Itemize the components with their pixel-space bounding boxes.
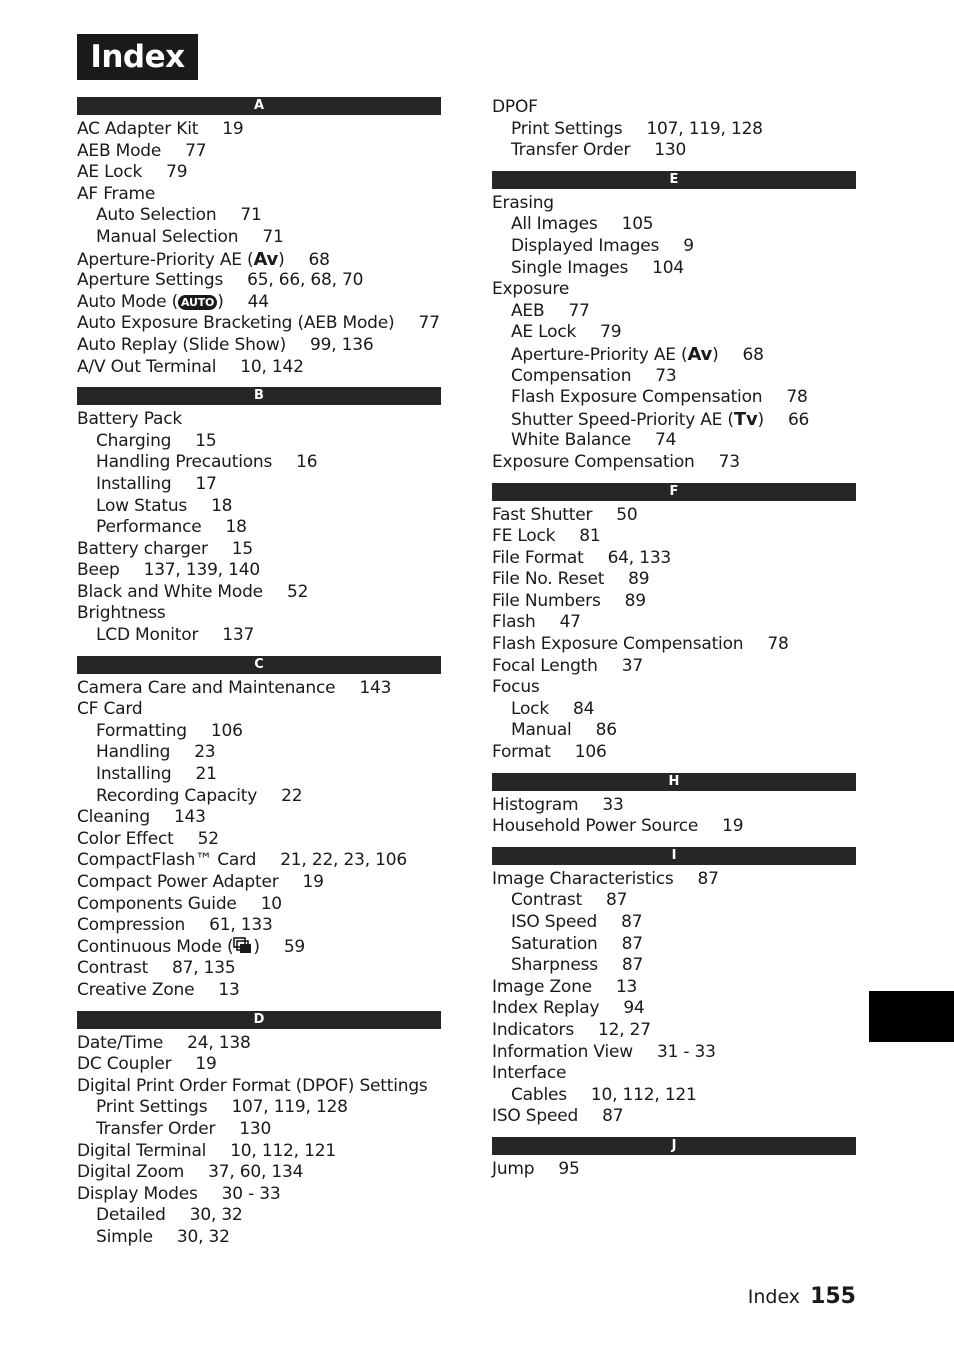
entry-pages: 16: [296, 452, 318, 473]
entry-term: Sharpness: [511, 955, 598, 976]
entry-pages: 106: [574, 742, 607, 763]
entry-term: Image Characteristics: [492, 868, 674, 889]
entry-pages: 37: [621, 655, 643, 676]
entry-term: Manual: [511, 720, 572, 741]
entry-term: Recording Capacity: [96, 785, 258, 806]
entry-term: Handling: [96, 742, 171, 763]
entry-pages: 21: [195, 764, 217, 785]
entry-term: Aperture-Priority AE (: [511, 344, 688, 365]
entry-term: Contrast: [77, 958, 149, 979]
index-entry-list: [77, 674, 441, 1002]
entry-term: DC Coupler: [77, 1054, 172, 1075]
entry-pages: 47: [559, 612, 581, 633]
index-subentry: [492, 934, 856, 956]
entry-pages: 12, 27: [597, 1019, 651, 1040]
entry-pages: 15: [195, 430, 217, 451]
entry-term: File Numbers: [492, 590, 601, 611]
entry-pages: 89: [624, 590, 646, 611]
index-subentry: [492, 119, 856, 141]
index-entry: [77, 872, 441, 894]
entry-term: Auto Replay (Slide Show): [77, 334, 287, 355]
section-header-c: C: [77, 656, 441, 674]
entry-term-suffix: ): [217, 291, 224, 312]
index-entry: [492, 1106, 856, 1128]
section-header-h: H: [492, 773, 856, 791]
index-entry: [77, 582, 441, 604]
entry-term: Interface: [492, 1063, 567, 1084]
section-header-a: A: [77, 97, 441, 115]
entry-pages: 87: [606, 890, 628, 911]
entry-term: Cables: [511, 1084, 567, 1105]
index-subentry: [77, 721, 441, 743]
entry-term: Creative Zone: [77, 979, 195, 1000]
entry-pages: 18: [211, 495, 233, 516]
entry-term: Transfer Order: [511, 140, 631, 161]
index-subentry: [492, 409, 856, 431]
entry-term: Battery charger: [77, 538, 208, 559]
entry-pages: 21, 22, 23, 106: [280, 850, 407, 871]
index-entry: [77, 958, 441, 980]
entry-pages: 10, 142: [240, 356, 304, 377]
index-entry: [77, 829, 441, 851]
index-subentry: [77, 474, 441, 496]
entry-term: Charging: [96, 430, 172, 451]
entry-term: Indicators: [492, 1019, 574, 1040]
entry-pages: 66: [787, 409, 810, 430]
entry-pages: 137: [222, 625, 255, 646]
entry-term: Transfer Order: [96, 1118, 216, 1139]
entry-pages: 73: [718, 451, 740, 472]
entry-term: FE Lock: [492, 526, 556, 547]
entry-pages: 87: [621, 933, 643, 954]
index-column-left: [77, 97, 441, 1249]
entry-pages: 99, 136: [310, 334, 374, 355]
entry-pages: 87: [697, 868, 719, 889]
entry-term: Installing: [96, 473, 172, 494]
entry-pages: 95: [558, 1158, 580, 1179]
entry-pages: 68: [742, 344, 764, 365]
entry-pages: 79: [600, 322, 622, 343]
index-entry: [492, 591, 856, 613]
index-entry: [492, 452, 856, 474]
entry-pages: 87: [621, 955, 644, 976]
entry-pages: 79: [166, 162, 188, 183]
index-subentry: [492, 301, 856, 323]
index-entry: [77, 313, 441, 335]
index-subentry: [492, 236, 856, 258]
index-subentry: [77, 1097, 441, 1119]
entry-term: Format: [492, 742, 551, 763]
index-entry-list: [492, 97, 856, 162]
entry-pages: 59: [283, 936, 306, 957]
index-entry: [77, 1054, 441, 1076]
entry-pages: 30, 32: [176, 1226, 230, 1247]
index-entry: [492, 869, 856, 891]
entry-pages: 19: [195, 1054, 217, 1075]
section-header-j: J: [492, 1137, 856, 1155]
entry-pages: 13: [615, 976, 638, 997]
entry-term: Digital Print Order Format (DPOF) Settings: [77, 1075, 428, 1096]
index-subentry: [77, 1119, 441, 1141]
entry-pages: 15: [231, 538, 254, 559]
entry-term: AE Lock: [511, 322, 577, 343]
index-subentry: [77, 517, 441, 539]
index-entry: [77, 560, 441, 582]
section-header-i: I: [492, 847, 856, 865]
index-entry-list: [492, 865, 856, 1128]
entry-pages: 78: [767, 634, 789, 655]
index-entry: [77, 409, 441, 431]
entry-term-suffix: ): [712, 344, 719, 365]
index-entry: [492, 279, 856, 301]
entry-term: A/V Out Terminal: [77, 356, 217, 377]
index-entry: [77, 1033, 441, 1055]
index-subentry: [492, 366, 856, 388]
page-footer: [748, 1284, 856, 1310]
chapter-thumb-tab: [869, 991, 954, 1042]
index-entry-list: [492, 501, 856, 764]
entry-pages: 19: [302, 872, 324, 892]
section-header-e: E: [492, 171, 856, 189]
entry-pages: 71: [262, 226, 284, 247]
entry-term: Flash Exposure Compensation: [511, 387, 763, 408]
entry-term: Auto Mode (: [77, 291, 179, 312]
index-entry: [492, 795, 856, 817]
index-entry-list: [492, 1155, 856, 1181]
footer-label: Index: [747, 1286, 801, 1308]
entry-pages: 52: [197, 828, 219, 849]
entry-pages: 130: [654, 140, 687, 161]
auto-mode-icon: AUTO: [178, 295, 217, 310]
entry-term: CompactFlash™ Card: [77, 850, 257, 871]
index-subentry: [492, 322, 856, 344]
index-subentry: [492, 955, 856, 977]
entry-pages: 22: [281, 785, 303, 806]
entry-pages: 44: [247, 291, 269, 312]
index-entry: [77, 141, 441, 163]
entry-term: File Format: [492, 547, 584, 568]
index-subentry: [77, 227, 441, 249]
entry-pages: 143: [173, 807, 206, 828]
entry-pages: 10, 112, 121: [230, 1140, 336, 1161]
index-entry: [77, 980, 441, 1002]
index-subentry: [77, 431, 441, 453]
entry-term: Lock: [511, 698, 549, 719]
entry-term: AE Lock: [77, 162, 143, 183]
entry-pages: 106: [210, 720, 243, 741]
entry-pages: 73: [655, 365, 677, 386]
entry-pages: 64, 133: [607, 547, 672, 568]
entry-term: Flash: [492, 612, 536, 633]
entry-pages: 137, 139, 140: [143, 560, 260, 581]
entry-pages: 19: [222, 119, 244, 139]
entry-term: Camera Care and Maintenance: [77, 677, 336, 698]
entry-pages: 19: [722, 816, 744, 837]
index-entry: [77, 1184, 441, 1206]
entry-term: Battery Pack: [77, 409, 183, 430]
entry-term: Auto Selection: [96, 205, 217, 226]
entry-pages: 107, 119, 128: [231, 1097, 348, 1118]
index-entry: [77, 1076, 441, 1098]
entry-term: Information View: [492, 1041, 633, 1062]
entry-term: LCD Monitor: [96, 625, 199, 646]
index-subentry: [492, 387, 856, 409]
av-mode-icon: Av: [253, 248, 279, 270]
index-entry: [492, 97, 856, 119]
entry-term: Histogram: [492, 794, 579, 815]
entry-term: DPOF: [492, 97, 538, 117]
entry-term: All Images: [511, 214, 598, 235]
entry-pages: 87: [621, 912, 643, 932]
entry-term: Digital Terminal: [77, 1140, 207, 1161]
entry-term: Print Settings: [96, 1097, 208, 1118]
index-entry: [77, 1141, 441, 1163]
entry-pages: 81: [579, 526, 601, 547]
entry-pages: 31 - 33: [656, 1041, 716, 1062]
entry-term: Manual Selection: [96, 226, 239, 247]
index-entry: [77, 678, 441, 700]
index-subentry: [492, 699, 856, 721]
entry-term: Low Status: [96, 495, 188, 516]
entry-pages: 50: [616, 504, 638, 525]
entry-term: Continuous Mode (: [77, 936, 234, 957]
index-subentry: [492, 890, 856, 912]
entry-term: Aperture Settings: [77, 270, 224, 291]
entry-pages: 61, 133: [209, 915, 273, 936]
entry-term: Installing: [96, 764, 172, 785]
entry-pages: 30, 32: [189, 1205, 243, 1226]
entry-pages: 13: [218, 979, 240, 1000]
index-entry: [492, 1020, 856, 1042]
index-entry-list: [77, 115, 441, 378]
index-entry: [77, 1162, 441, 1184]
index-subentry: [77, 625, 441, 647]
entry-term: Performance: [96, 517, 202, 538]
entry-term: AEB: [511, 300, 545, 321]
entry-term: Formatting: [96, 720, 187, 741]
tv-mode-icon: Tv: [733, 408, 758, 430]
index-subentry: [77, 205, 441, 227]
entry-pages: 52: [286, 581, 309, 602]
entry-term: Compensation: [511, 365, 632, 386]
entry-pages: 24, 138: [187, 1032, 251, 1053]
index-entry: [492, 1063, 856, 1085]
entry-term: Black and White Mode: [77, 581, 263, 602]
entry-term: Display Modes: [77, 1183, 198, 1204]
entry-term: AC Adapter Kit: [77, 119, 199, 139]
index-entry-list: [77, 405, 441, 647]
index-subentry: [492, 140, 856, 162]
entry-term: CF Card: [77, 699, 143, 720]
entry-term: Auto Exposure Bracketing (AEB Mode): [77, 313, 395, 334]
index-entry: [77, 184, 441, 206]
entry-pages: 65, 66, 68, 70: [247, 270, 364, 291]
index-entry: [77, 162, 441, 184]
entry-term: Index Replay: [492, 998, 600, 1019]
index-entry: [77, 292, 441, 314]
continuous-mode-icon: [233, 937, 253, 955]
index-entry: [492, 1159, 856, 1181]
entry-pages: 84: [572, 698, 595, 719]
entry-term: Brightness: [77, 603, 166, 624]
index-entry: [77, 270, 441, 292]
entry-pages: 23: [194, 742, 216, 763]
entry-term: File No. Reset: [492, 569, 605, 590]
entry-term: Displayed Images: [511, 235, 660, 256]
entry-pages: 10, 112, 121: [590, 1084, 697, 1105]
index-entry-list: [492, 189, 856, 474]
entry-pages: 74: [655, 430, 677, 451]
entry-pages: 18: [225, 517, 247, 538]
index-subentry: [492, 912, 856, 934]
entry-term: Shutter Speed-Priority AE (: [511, 409, 734, 430]
entry-term: Compression: [77, 915, 186, 936]
entry-term: Color Effect: [77, 828, 174, 849]
index-entry-list: [492, 791, 856, 838]
entry-term: Digital Zoom: [77, 1162, 185, 1183]
entry-term: Image Zone: [492, 976, 592, 997]
entry-pages: 77: [185, 140, 207, 161]
index-entry: [492, 505, 856, 527]
entry-term: Detailed: [96, 1205, 166, 1226]
entry-term-suffix: ): [253, 936, 260, 957]
index-subentry: [77, 1227, 441, 1249]
section-header-b: B: [77, 387, 441, 405]
section-header-d: D: [77, 1011, 441, 1029]
index-subentry: [492, 258, 856, 280]
index-entry: [77, 850, 441, 872]
index-entry: [77, 119, 441, 141]
entry-term: Cleaning: [77, 807, 150, 828]
index-subentry: [492, 720, 856, 742]
entry-term: AEB Mode: [77, 140, 162, 161]
index-entry: [77, 915, 441, 937]
entry-pages: 104: [652, 257, 685, 278]
index-entry: [492, 569, 856, 591]
index-subentry: [77, 742, 441, 764]
index-entry: [492, 634, 856, 656]
entry-pages: 77: [418, 313, 440, 334]
index-entry: [492, 998, 856, 1020]
entry-pages: 9: [683, 235, 694, 256]
index-subentry: [77, 1205, 441, 1227]
index-entry: [492, 612, 856, 634]
index-entry: [77, 249, 441, 271]
index-subentry: [77, 786, 441, 808]
index-subentry: [77, 452, 441, 474]
entry-term: Beep: [77, 560, 120, 581]
index-subentry: [77, 496, 441, 518]
entry-pages: 94: [623, 998, 645, 1019]
entry-term: Single Images: [511, 257, 629, 278]
entry-term: White Balance: [511, 430, 632, 451]
entry-term: Erasing: [492, 192, 554, 213]
index-entry: [77, 603, 441, 625]
index-entry: [77, 539, 441, 561]
entry-term: Simple: [96, 1226, 153, 1247]
index-entry: [492, 677, 856, 699]
entry-term: Exposure Compensation: [492, 451, 695, 472]
entry-term: Aperture-Priority AE (: [77, 249, 254, 270]
entry-term: Print Settings: [511, 118, 623, 139]
entry-pages: 107, 119, 128: [646, 118, 763, 139]
index-entry: [77, 357, 441, 379]
entry-pages: 143: [359, 677, 392, 698]
entry-term: Compact Power Adapter: [77, 872, 279, 892]
entry-pages: 78: [786, 387, 808, 408]
page-title: Index: [77, 34, 198, 80]
index-subentry: [492, 344, 856, 366]
entry-term: ISO Speed: [511, 912, 598, 932]
entry-pages: 71: [240, 205, 262, 226]
index-entry: [492, 1042, 856, 1064]
index-entry: [492, 656, 856, 678]
index-subentry: [492, 1085, 856, 1107]
entry-pages: 130: [239, 1118, 272, 1139]
entry-term: Focus: [492, 677, 540, 698]
entry-term: Jump: [492, 1158, 535, 1179]
index-entry: [77, 807, 441, 829]
entry-term: Date/Time: [77, 1032, 164, 1053]
index-entry: [492, 548, 856, 570]
entry-term-suffix: ): [278, 249, 285, 270]
entry-term: Flash Exposure Compensation: [492, 634, 744, 655]
index-entry: [492, 742, 856, 764]
index-entry: [492, 977, 856, 999]
index-column-right: [492, 97, 856, 1181]
entry-term: Exposure: [492, 279, 570, 300]
entry-pages: 17: [195, 473, 217, 494]
entry-term: Contrast: [511, 890, 583, 911]
entry-term: Fast Shutter: [492, 504, 593, 525]
entry-pages: 87: [602, 1106, 624, 1127]
entry-pages: 10: [260, 893, 282, 914]
entry-term: Components Guide: [77, 893, 237, 914]
index-entry: [77, 335, 441, 357]
page-number: 155: [810, 1284, 856, 1309]
av-mode-icon: Av: [687, 343, 713, 365]
entry-pages: 37, 60, 134: [208, 1162, 304, 1183]
entry-term: Focal Length: [492, 655, 598, 676]
index-entry-list: [77, 1029, 441, 1249]
entry-pages: 89: [628, 569, 650, 590]
index-entry: [492, 193, 856, 215]
entry-pages: 68: [308, 249, 330, 270]
entry-term-suffix: ): [757, 409, 764, 430]
entry-pages: 77: [568, 300, 590, 321]
entry-pages: 30 - 33: [221, 1183, 281, 1204]
index-subentry: [492, 430, 856, 452]
index-entry: [492, 816, 856, 838]
entry-pages: 105: [621, 214, 654, 235]
entry-term: Handling Precautions: [96, 452, 273, 473]
entry-term: Household Power Source: [492, 816, 699, 837]
entry-pages: 86: [595, 720, 617, 741]
index-entry: [77, 894, 441, 916]
entry-pages: 87, 135: [172, 958, 236, 979]
entry-term: Saturation: [511, 933, 598, 954]
index-entry: [77, 699, 441, 721]
index-entry: [492, 526, 856, 548]
entry-pages: 33: [602, 794, 624, 815]
index-subentry: [492, 214, 856, 236]
index-subentry: [77, 764, 441, 786]
entry-term: AF Frame: [77, 183, 156, 204]
entry-term: ISO Speed: [492, 1106, 579, 1127]
index-entry: [77, 937, 441, 959]
section-header-f: F: [492, 483, 856, 501]
